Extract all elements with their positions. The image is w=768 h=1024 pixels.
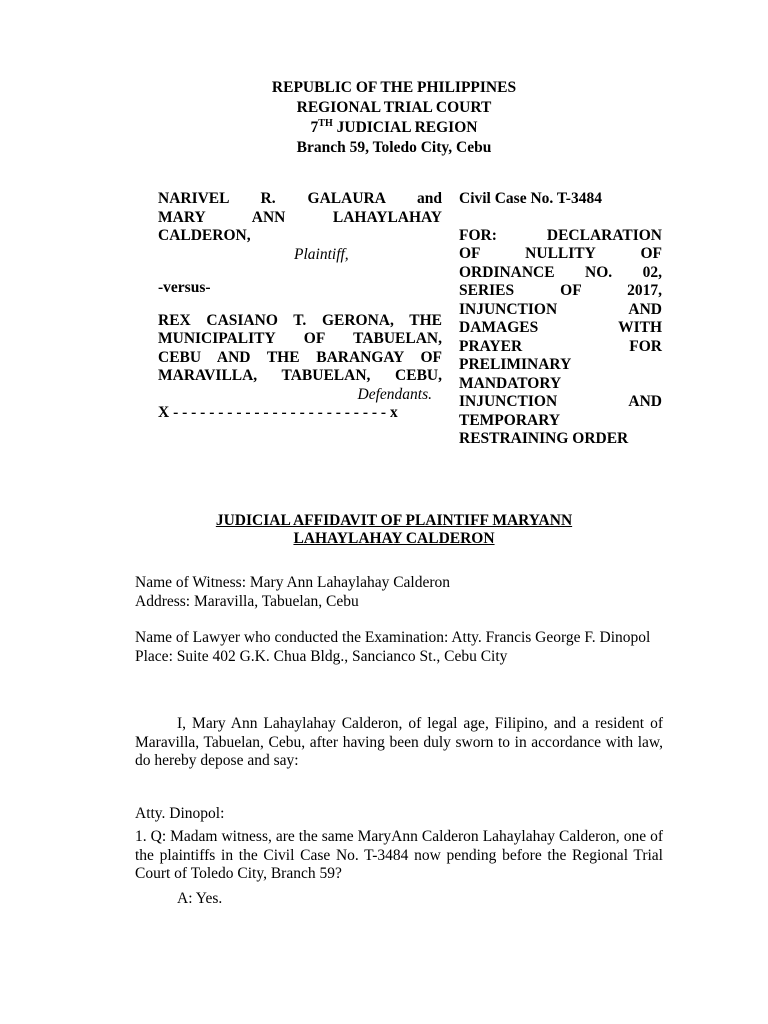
question-1: 1. Q: Madam witness, are the same MaryAnn Calderon Lahaylahay Calderon, one of the plaintiffs in the Civil Case No. T-3484 now pending before the Regional Trial Court of Toledo City, Branch 59? [135, 828, 663, 882]
intro-paragraph: I, Mary Ann Lahaylahay Calderon, of legal age, Filipino, and a resident of Maravilla, Tabuelan, Cebu, after having been duly sworn to in accordance with law, do hereby depose and say: [135, 715, 663, 769]
nature-line-2: OF NULLITY OF [459, 245, 662, 262]
nature-line-5: INJUNCTION AND [459, 300, 662, 318]
title-line-2: LAHAYLAHAY CALDERON [293, 530, 495, 547]
lawyer-name: Name of Lawyer who conducted the Examination: Atty. Francis George F. Dinopol [135, 629, 651, 646]
document-title [0, 512, 768, 548]
header-branch: Branch 59, Toledo City, Cebu [296, 139, 492, 156]
title-line-1: JUDICIAL AFFIDAVIT OF PLAINTIFF MARYANN [215, 512, 573, 529]
case-number: Civil Case No. T-3484 [459, 190, 602, 207]
examination-place: Place: Suite 402 G.K. Chua Bldg., Sancianco St., Cebu City [135, 647, 508, 665]
nature-line-3: ORDINANCE NO. 02, [459, 263, 662, 281]
examiner-label: Atty. Dinopol: [135, 805, 225, 822]
nature-line-4: SERIES OF 2017, [459, 282, 662, 299]
witness-address: Address: Maravilla, Tabuelan, Cebu [135, 592, 359, 610]
defendant-line-2: MUNICIPALITY OF TABUELAN, [158, 330, 442, 347]
nature-line-12: RESTRAINING ORDER [459, 430, 629, 447]
defendant-line-3: CEBU AND THE BARANGAY OF [158, 348, 442, 366]
nature-line-11: TEMPORARY [459, 411, 561, 429]
header-republic: REPUBLIC OF THE PHILIPPINES [271, 79, 517, 96]
court-header [0, 78, 768, 158]
nature-line-10: INJUNCTION AND [459, 393, 662, 410]
defendants-role: Defendants. [357, 385, 432, 403]
nature-line-7: PRAYER FOR [459, 337, 662, 355]
defendant-line-1: REX CASIANO T. GERONA, THE [158, 311, 442, 329]
header-court: REGIONAL TRIAL COURT [296, 99, 492, 116]
answer-1: A: Yes. [177, 890, 223, 907]
caption-separator: X - - - - - - - - - - - - - - - - - - - - - - - - x [158, 404, 398, 421]
nature-line-8: PRELIMINARY [459, 356, 572, 373]
case-caption-nature [459, 190, 662, 449]
witness-info [135, 574, 663, 611]
plaintiff-role: Plaintiff, [294, 245, 349, 263]
nature-line-9: MANDATORY [459, 374, 562, 392]
lawyer-info [135, 629, 663, 666]
plaintiff-line-2: MARY ANN LAHAYLAHAY [158, 208, 442, 226]
case-caption-parties [158, 190, 442, 423]
plaintiff-line-3: CALDERON, [158, 227, 251, 244]
header-region: 7TH JUDICIAL REGION [310, 118, 478, 136]
nature-line-6: DAMAGES WITH [459, 319, 662, 336]
versus-label: -versus- [158, 279, 211, 296]
witness-name: Name of Witness: Mary Ann Lahaylahay Calderon [135, 574, 451, 591]
plaintiff-line-1: NARIVEL R. GALAURA and [158, 190, 442, 207]
nature-line-1: FOR: DECLARATION [459, 226, 662, 244]
defendant-line-4: MARAVILLA, TABUELAN, CEBU, [158, 367, 442, 384]
